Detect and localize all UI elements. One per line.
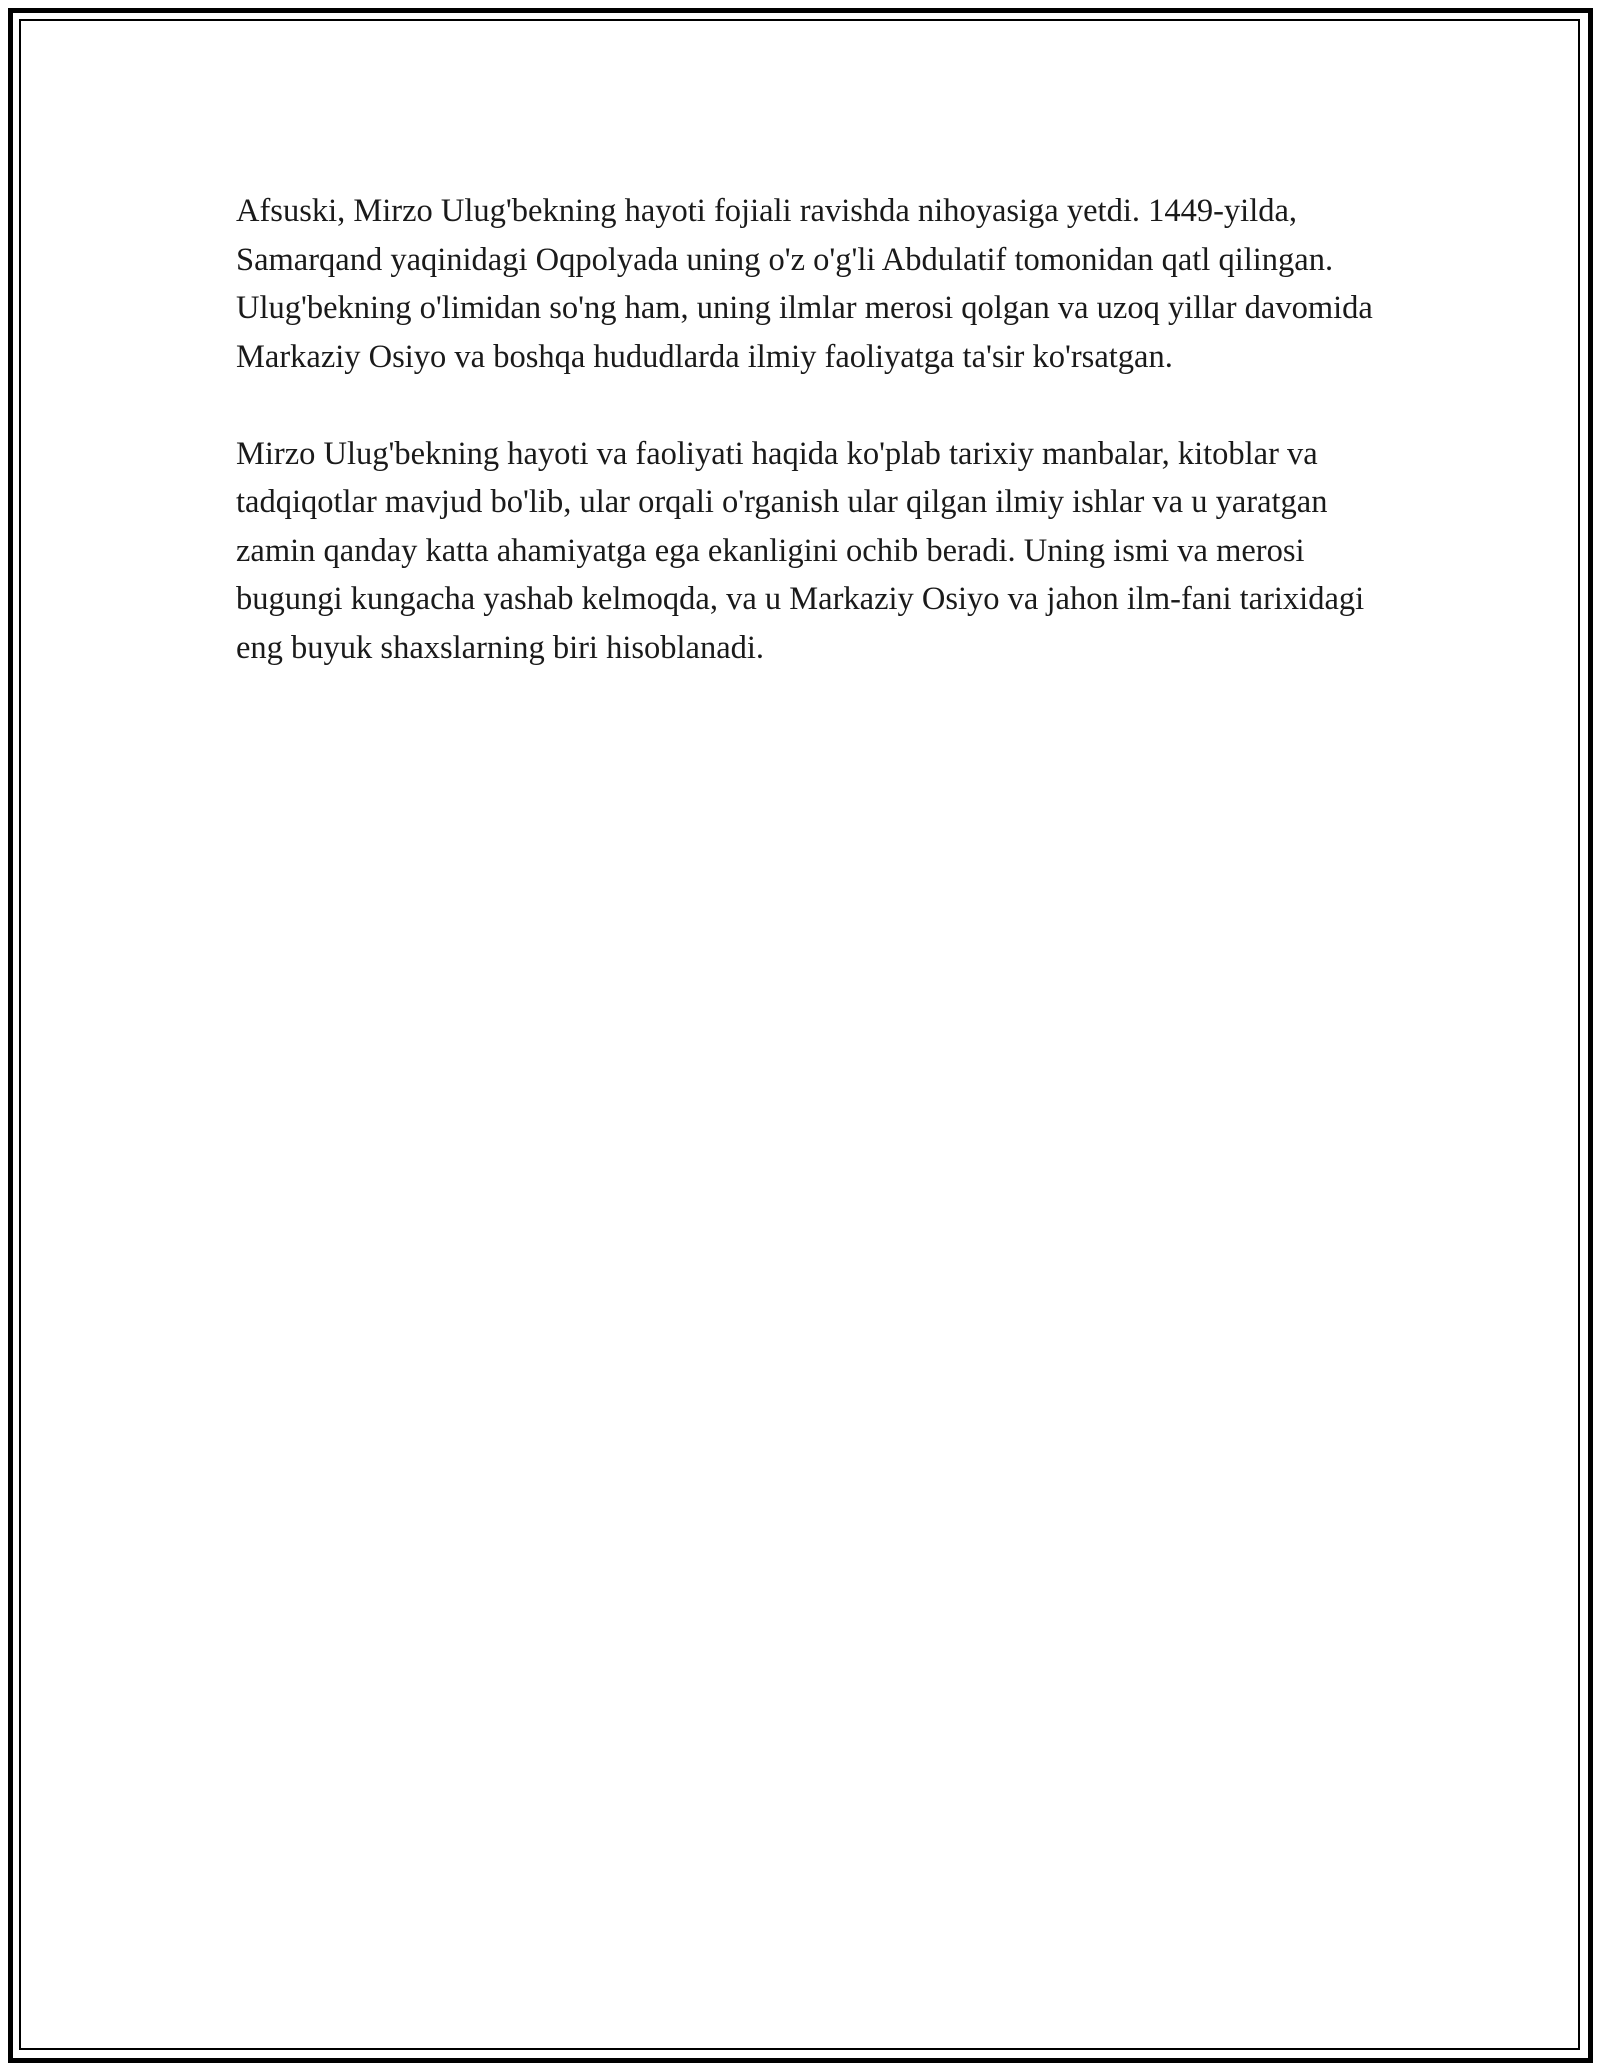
document-body: [236, 187, 1376, 721]
paragraph-2: Mirzo Ulug'bekning hayoti va faoliyati haqida ko'plab tarixiy manbalar, kitoblar va tadqiqotlar mavjud bo'lib, ular orqali o'rganish ular qilgan ilmiy ishlar va u yaratgan zamin qanday katta ahamiyatga ega ekanligini ochib beradi. Uning ismi va merosi bugungi kungacha yashab kelmoqda, va u Markaziy Osiyo va jahon ilm-fani tarixidagi eng buyuk shaxslarning biri hisoblanadi.: [236, 435, 1365, 666]
paragraph-1: Afsuski, Mirzo Ulug'bekning hayoti fojiali ravishda nihoyasiga yetdi. 1449-yilda, Samarqand yaqinidagi Oqpolyada uning o'z o'g'li Abdulatif tomonidan qatl qilingan. Ulug'bekning o'limidan so'ng ham, uning ilmlar merosi qolgan va uzoq yillar davomida Markaziy Osiyo va boshqa hududlarda ilmiy faoliyatga ta'sir ko'rsatgan.: [236, 193, 1373, 375]
